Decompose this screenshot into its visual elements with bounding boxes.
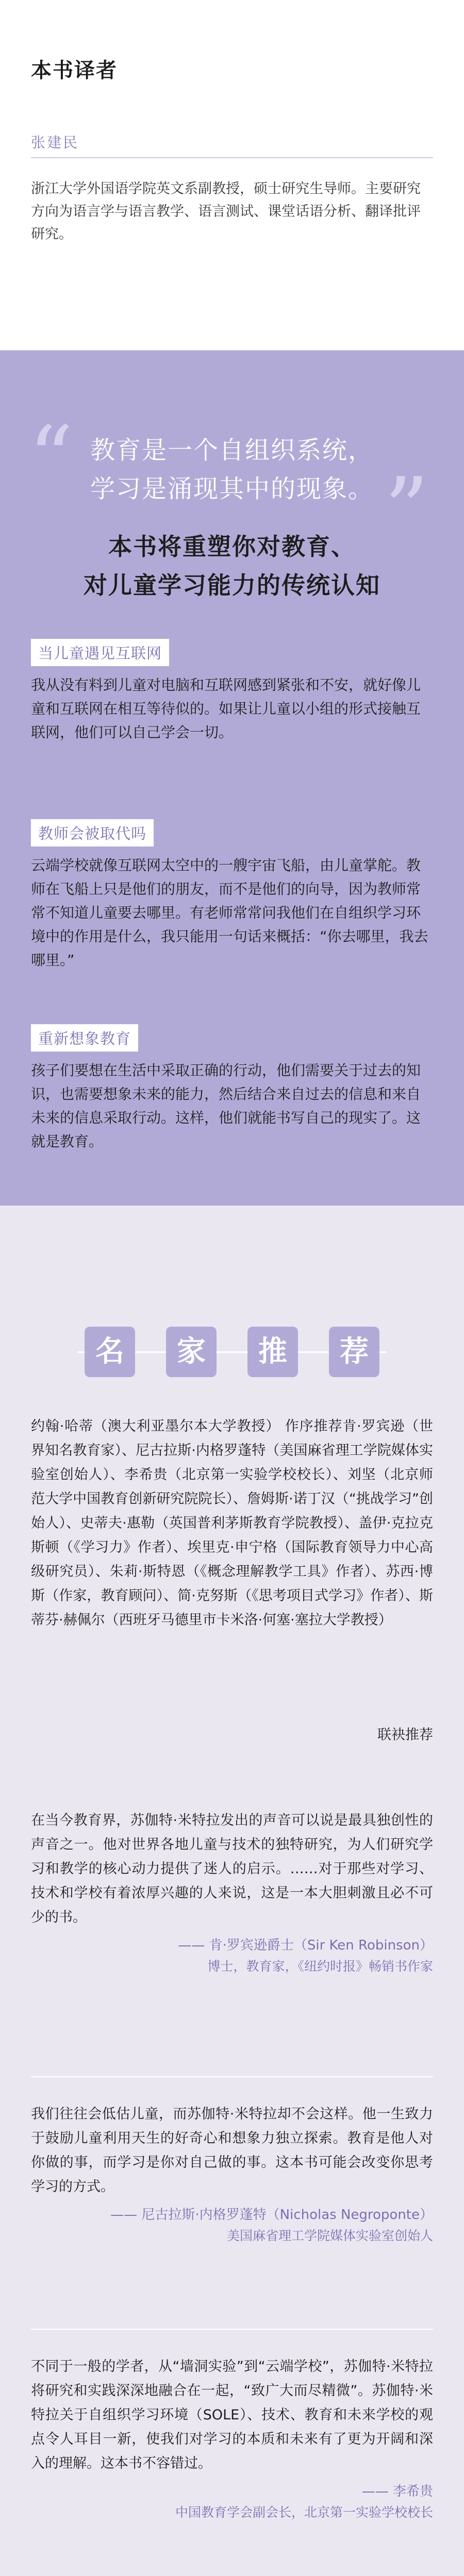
endorsement-author: —— 尼古拉斯·内格罗蓬特（Nicholas Negroponte）	[110, 2207, 433, 2223]
endorsement-text: 不同于一般的学者，从“墙洞实验”到“云端学校”，苏伽特·米特拉将研究和实践深深地融合在一起，“致广大而尽精微”。苏伽特·米特拉关于自组织学习环境（SOLE）、技术、教育和未来学校的观点令人耳目一新，使我们对学习的本质和未来有了更为开阔和深入的理解。这本书不容错过。	[31, 2359, 433, 2471]
title-seal: 荐	[329, 1327, 379, 1377]
subtitle-line-1: 本书将重塑你对教育、	[108, 533, 356, 561]
open-quote-icon: “	[28, 408, 73, 510]
intro-block-text: 云端学校就像互联网太空中的一艘宇宙飞船，由儿童掌舵。教师在飞船上只是他们的朋友，而不是他们的向导，因为教师常常不知道儿童要去哪里。有老师常常问我他们在自组织学习环境中的作用是什么，我只能用一句话来概括：“你去哪里，我去哪里。”	[31, 857, 428, 969]
recommendations-title	[0, 1327, 464, 1378]
title-seal: 推	[247, 1327, 298, 1377]
endorsement-text: 在当今教育界，苏伽特·米特拉发出的声音可以说是最具独创性的声音之一。他对世界各地儿童与技术的独特研究，为人们研究学习和教学的核心动力提供了迷人的启示。……对于那些对学习、技术和学校有着浓厚兴趣的人来说，这是一本大胆刺激且必不可少的书。	[31, 1812, 433, 1925]
recommender-list-footer: 联袂推荐	[377, 1727, 433, 1743]
translator-bio: 浙江大学外国语学院英文系副教授，硕士研究生导师。主要研究方向为语言学与语言教学、语言测试、课堂话语分析、翻译批评研究。	[31, 181, 421, 242]
divider	[31, 2076, 433, 2077]
close-quote-icon: ”	[384, 459, 429, 561]
recommendations-section	[0, 1206, 464, 2576]
intro-section	[0, 350, 464, 1206]
tagline-line-2: 学习是涌现其中的现象。	[90, 474, 374, 503]
intro-block-text: 我从没有料到儿童对电脑和互联网感到紧张和不安，就好像儿童和互联网在相互等待似的。如果让儿童以小组的形式接触互联网，他们可以自己学会一切。	[31, 676, 421, 741]
endorsement-author: —— 肯·罗宾逊爵士（Sir Ken Robinson）	[178, 1938, 433, 1953]
intro-block-text: 孩子们要想在生活中采取正确的行动，他们需要关于过去的知识，也需要想象未来的能力，然后结合来自过去的信息和来自未来的信息采取行动。这样，他们就能书写自己的现实了。这就是教育。	[31, 1062, 421, 1150]
endorsement-text: 我们往往会低估儿童，而苏伽特·米特拉却不会这样。他一生致力于鼓励儿童利用天生的好奇心和想象力独立探索。教育是他人对你做的事，而学习是你对自己做的事。这本书可能会改变你思考学习的方式。	[31, 2106, 433, 2195]
intro-block-teacher	[31, 819, 433, 972]
endorsement-title: 美国麻省理工学院媒体实验室创始人	[226, 2228, 433, 2243]
title-seal: 家	[166, 1327, 217, 1377]
endorsement	[31, 2354, 433, 2523]
title-seal: 名	[85, 1327, 135, 1377]
intro-block-label: 重新想象教育	[31, 1024, 138, 1052]
intro-block-internet	[31, 639, 433, 744]
intro-block-label: 当儿童遇见互联网	[31, 639, 169, 666]
intro-block-reimagine	[31, 1024, 433, 1154]
endorsement-title: 博士，教育家，《纽约时报》畅销书作家	[207, 1959, 433, 1974]
subtitle-line-2: 对儿童学习能力的传统认知	[84, 571, 380, 599]
endorsement	[31, 1808, 433, 1977]
translator-divider	[31, 157, 433, 158]
translator-section	[0, 0, 464, 350]
endorsement-title: 中国教育学会副会长，北京第一实验学校校长	[175, 2505, 433, 2520]
divider	[31, 2329, 433, 2330]
translator-heading: 本书译者	[31, 59, 118, 82]
recommender-list: 约翰·哈蒂（澳大利亚墨尔本大学教授） 作序推荐肯·罗宾逊（世界知名教育家）、尼古拉斯·内格罗蓬特（美国麻省理工学院媒体实验室创始人）、李希贵（北京第一实验学校校长）、刘坚（北京师范大学中国教育创新研究院院长）、詹姆斯·诺丁汉（“挑战学习”创始人）、史蒂夫·惠勒（英国普利茅斯教育学院教授）、盖伊·克拉克斯顿（《学习力》作者）、埃里克·申宁格（国际教育领导力中心高级研究员）、朱莉·斯特恩（《概念理解教学工具》作者）、苏西·博斯（作家，教育顾问）、简·克努斯（《思考项目式学习》作者）、斯蒂芬·赫佩尔（西班牙马德里市卡米洛·何塞·塞拉大学教授）	[31, 1418, 433, 1628]
endorsement	[31, 2102, 433, 2246]
intro-block-label: 教师会被取代吗	[31, 819, 154, 846]
tagline-line-1: 教育是一个自组织系统，	[90, 436, 374, 465]
translator-name: 张建民	[31, 134, 79, 151]
endorsement-author: —— 李希贵	[361, 2484, 433, 2499]
